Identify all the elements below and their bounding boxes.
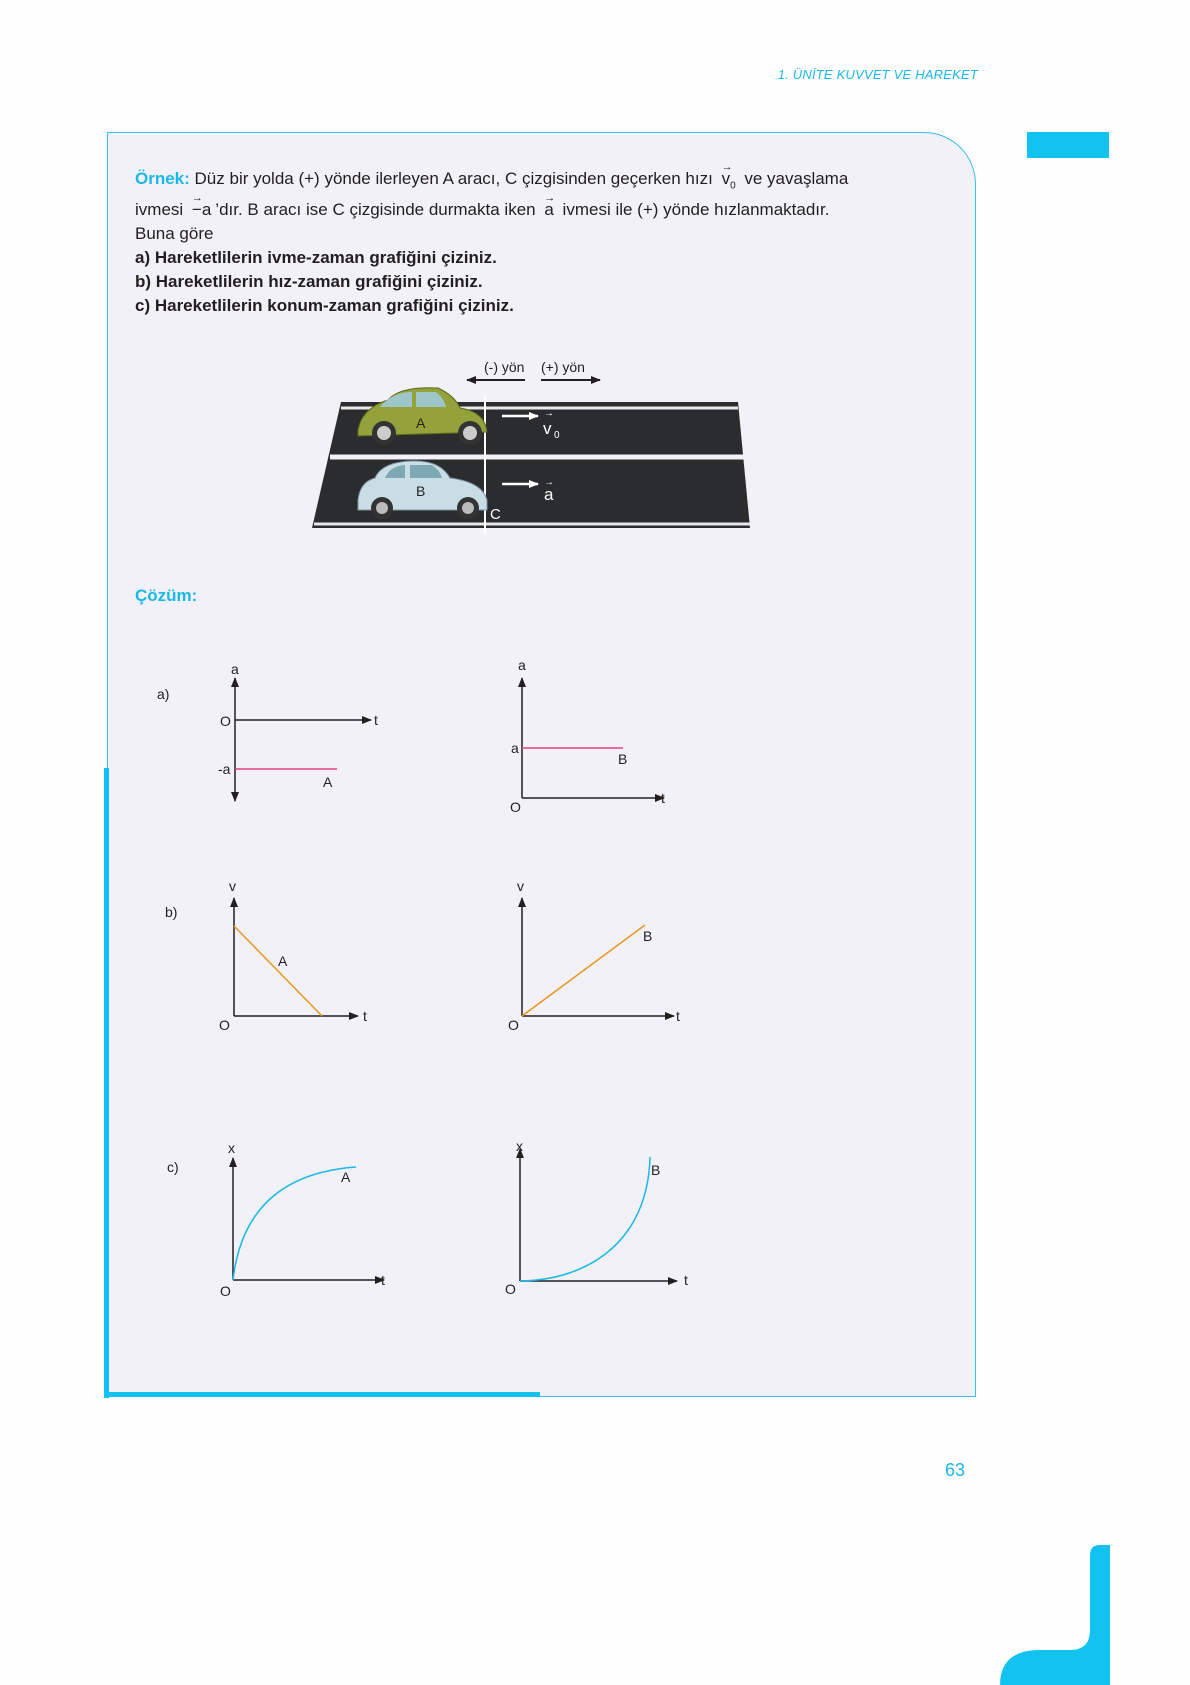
svg-text:a: a <box>511 740 519 756</box>
svg-text:t: t <box>374 712 378 728</box>
graph-a-right <box>510 657 665 815</box>
car-b-label: B <box>416 483 426 499</box>
acceleration-label: a <box>544 485 554 504</box>
svg-text:v: v <box>517 878 524 894</box>
svg-text:→: → <box>544 477 554 488</box>
svg-text:x: x <box>228 1140 235 1156</box>
svg-text:t: t <box>661 790 665 806</box>
positive-direction-label: (+) yön <box>541 359 585 375</box>
negative-direction-label: (-) yön <box>484 359 525 375</box>
v0-label: v <box>543 419 552 438</box>
v0-vector: → $v_0$ <box>722 167 736 198</box>
example-label: Örnek: <box>135 169 190 188</box>
text: ivmesi ile (+) yönde hızlanmaktadır. <box>562 200 830 220</box>
svg-text:B: B <box>643 928 653 944</box>
svg-text:A: A <box>341 1169 351 1185</box>
part-b-label: b) <box>165 904 178 920</box>
svg-text:t: t <box>676 1008 680 1024</box>
unit-header: 1. ÜNİTE KUVVET VE HAREKET <box>777 67 978 82</box>
graph-c-right <box>505 1138 688 1297</box>
svg-text:A: A <box>278 953 288 969</box>
svg-text:→: → <box>544 408 554 419</box>
svg-text:A: A <box>323 774 333 790</box>
position-curve-a <box>233 1167 356 1280</box>
v0-subscript: 0 <box>554 430 560 441</box>
svg-text:t: t <box>363 1008 367 1024</box>
svg-text:O: O <box>219 1017 230 1033</box>
svg-text:t: t <box>381 1272 385 1288</box>
question-a: a) Hareketlilerin ivme-zaman grafiğini çiziniz. <box>135 248 497 268</box>
svg-text:O: O <box>508 1017 519 1033</box>
graph-b-right <box>508 878 680 1033</box>
svg-text:x: x <box>516 1138 523 1154</box>
svg-text:O: O <box>505 1281 516 1297</box>
svg-text:t: t <box>684 1272 688 1288</box>
neg-a-vector: → −a <box>192 198 211 222</box>
svg-text:B: B <box>618 751 628 767</box>
text: Buna göre <box>135 224 214 244</box>
corner-decoration <box>1000 1545 1110 1685</box>
text: ve yavaşlama <box>744 169 849 188</box>
velocity-line-b <box>522 925 645 1016</box>
text: ’dır. B aracı ise C çizgisinde durmakta iken <box>215 200 536 220</box>
road-illustration <box>312 359 750 534</box>
line-c-label: C <box>490 506 501 523</box>
position-curve-b <box>520 1157 650 1281</box>
a-vector: → a <box>544 198 553 222</box>
part-c-label: c) <box>167 1159 179 1175</box>
svg-text:O: O <box>220 713 231 729</box>
svg-text:O: O <box>220 1283 231 1299</box>
text: ivmesi <box>135 200 184 220</box>
solution-label: Çözüm: <box>135 586 198 605</box>
text: Düz bir yolda (+) yönde ilerleyen A aracı, C çizgisinden geçerken hızı <box>194 169 713 188</box>
velocity-line-a <box>234 926 322 1016</box>
question-c: c) Hareketlilerin konum-zaman grafiğini çiziniz. <box>135 296 514 316</box>
svg-text:-a: -a <box>218 761 231 777</box>
question-b: b) Hareketlilerin hız-zaman grafiğini çiziniz. <box>135 272 483 292</box>
page-number: 63 <box>945 1460 966 1480</box>
svg-text:v: v <box>229 878 236 894</box>
svg-text:a: a <box>231 661 239 677</box>
svg-text:O: O <box>510 799 521 815</box>
svg-text:a: a <box>518 657 526 673</box>
graph-a-left <box>218 661 378 801</box>
car-a-label: A <box>416 415 426 431</box>
svg-text:B: B <box>651 1162 661 1178</box>
graph-c-left <box>220 1140 385 1299</box>
part-a-label: a) <box>157 686 170 702</box>
graph-b-left <box>219 878 367 1033</box>
